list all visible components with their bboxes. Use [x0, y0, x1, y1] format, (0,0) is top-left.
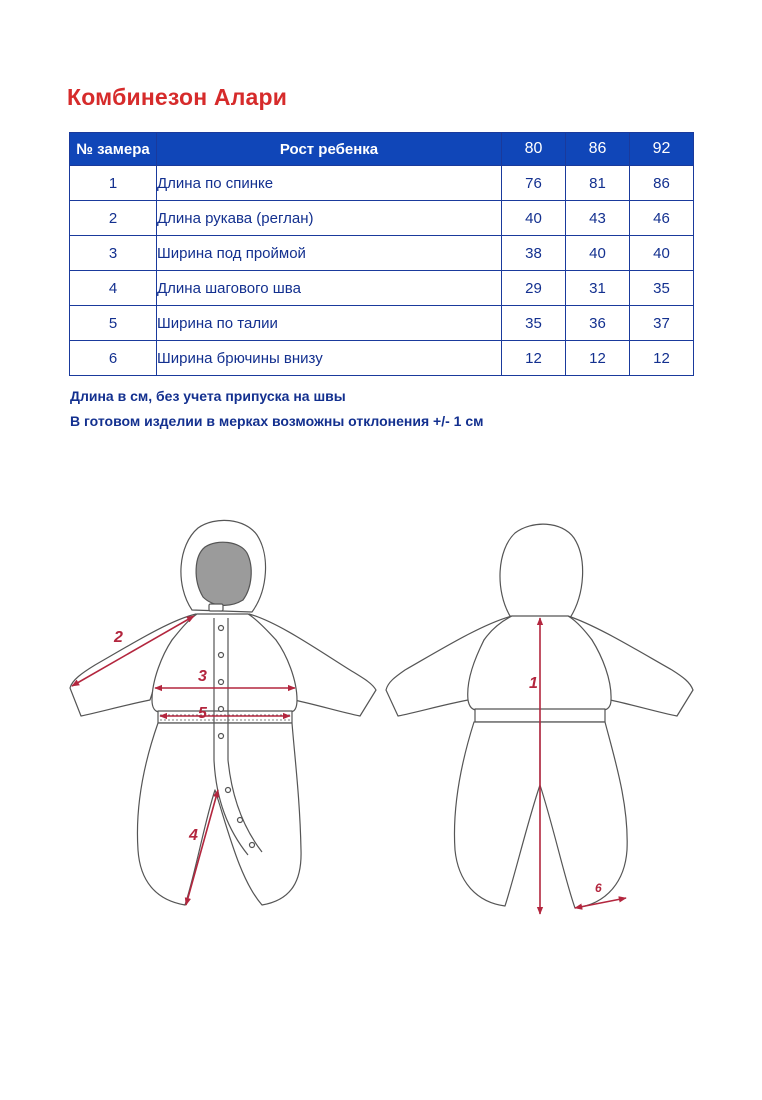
row-value: 12	[502, 341, 566, 376]
measure-label-3: 3	[198, 668, 207, 685]
row-value: 12	[630, 341, 694, 376]
back-hood	[500, 524, 583, 618]
row-name: Длина рукава (реглан)	[157, 201, 502, 236]
row-name: Длина шагового шва	[157, 271, 502, 306]
measure-label-6: 6	[595, 881, 602, 895]
header-size: 92	[630, 133, 694, 166]
row-value: 40	[566, 236, 630, 271]
row-value: 29	[502, 271, 566, 306]
row-value: 76	[502, 166, 566, 201]
row-value: 35	[502, 306, 566, 341]
row-value: 40	[630, 236, 694, 271]
row-value: 40	[502, 201, 566, 236]
measure-label-1: 1	[529, 675, 538, 692]
measure-label-2: 2	[114, 629, 123, 646]
row-value: 81	[566, 166, 630, 201]
row-value: 31	[566, 271, 630, 306]
row-value: 46	[630, 201, 694, 236]
front-view	[70, 520, 376, 905]
row-num: 2	[70, 201, 157, 236]
row-value: 36	[566, 306, 630, 341]
header-size: 86	[566, 133, 630, 166]
row-name: Ширина брючины внизу	[157, 341, 502, 376]
row-name: Ширина по талии	[157, 306, 502, 341]
front-waistband	[158, 711, 292, 723]
row-name: Ширина под проймой	[157, 236, 502, 271]
note-units: Длина в см, без учета припуска на швы	[70, 388, 346, 404]
row-num: 5	[70, 306, 157, 341]
row-num: 1	[70, 166, 157, 201]
row-value: 37	[630, 306, 694, 341]
front-hood-opening	[196, 542, 251, 605]
row-value: 43	[566, 201, 630, 236]
header-name: Рост ребенка	[157, 133, 502, 166]
row-name: Длина по спинке	[157, 166, 502, 201]
row-num: 6	[70, 341, 157, 376]
row-value: 12	[566, 341, 630, 376]
row-value: 35	[630, 271, 694, 306]
row-value: 86	[630, 166, 694, 201]
note-tolerance: В готовом изделии в мерках возможны отклонения +/- 1 см	[70, 413, 484, 429]
header-num: № замера	[70, 133, 157, 166]
measure-label-4: 4	[189, 827, 198, 844]
measure-label-5: 5	[198, 705, 207, 722]
page-title: Комбинезон Алари	[67, 84, 288, 110]
header-size: 80	[502, 133, 566, 166]
front-legs	[137, 723, 301, 905]
row-num: 4	[70, 271, 157, 306]
row-num: 3	[70, 236, 157, 271]
row-value: 38	[502, 236, 566, 271]
